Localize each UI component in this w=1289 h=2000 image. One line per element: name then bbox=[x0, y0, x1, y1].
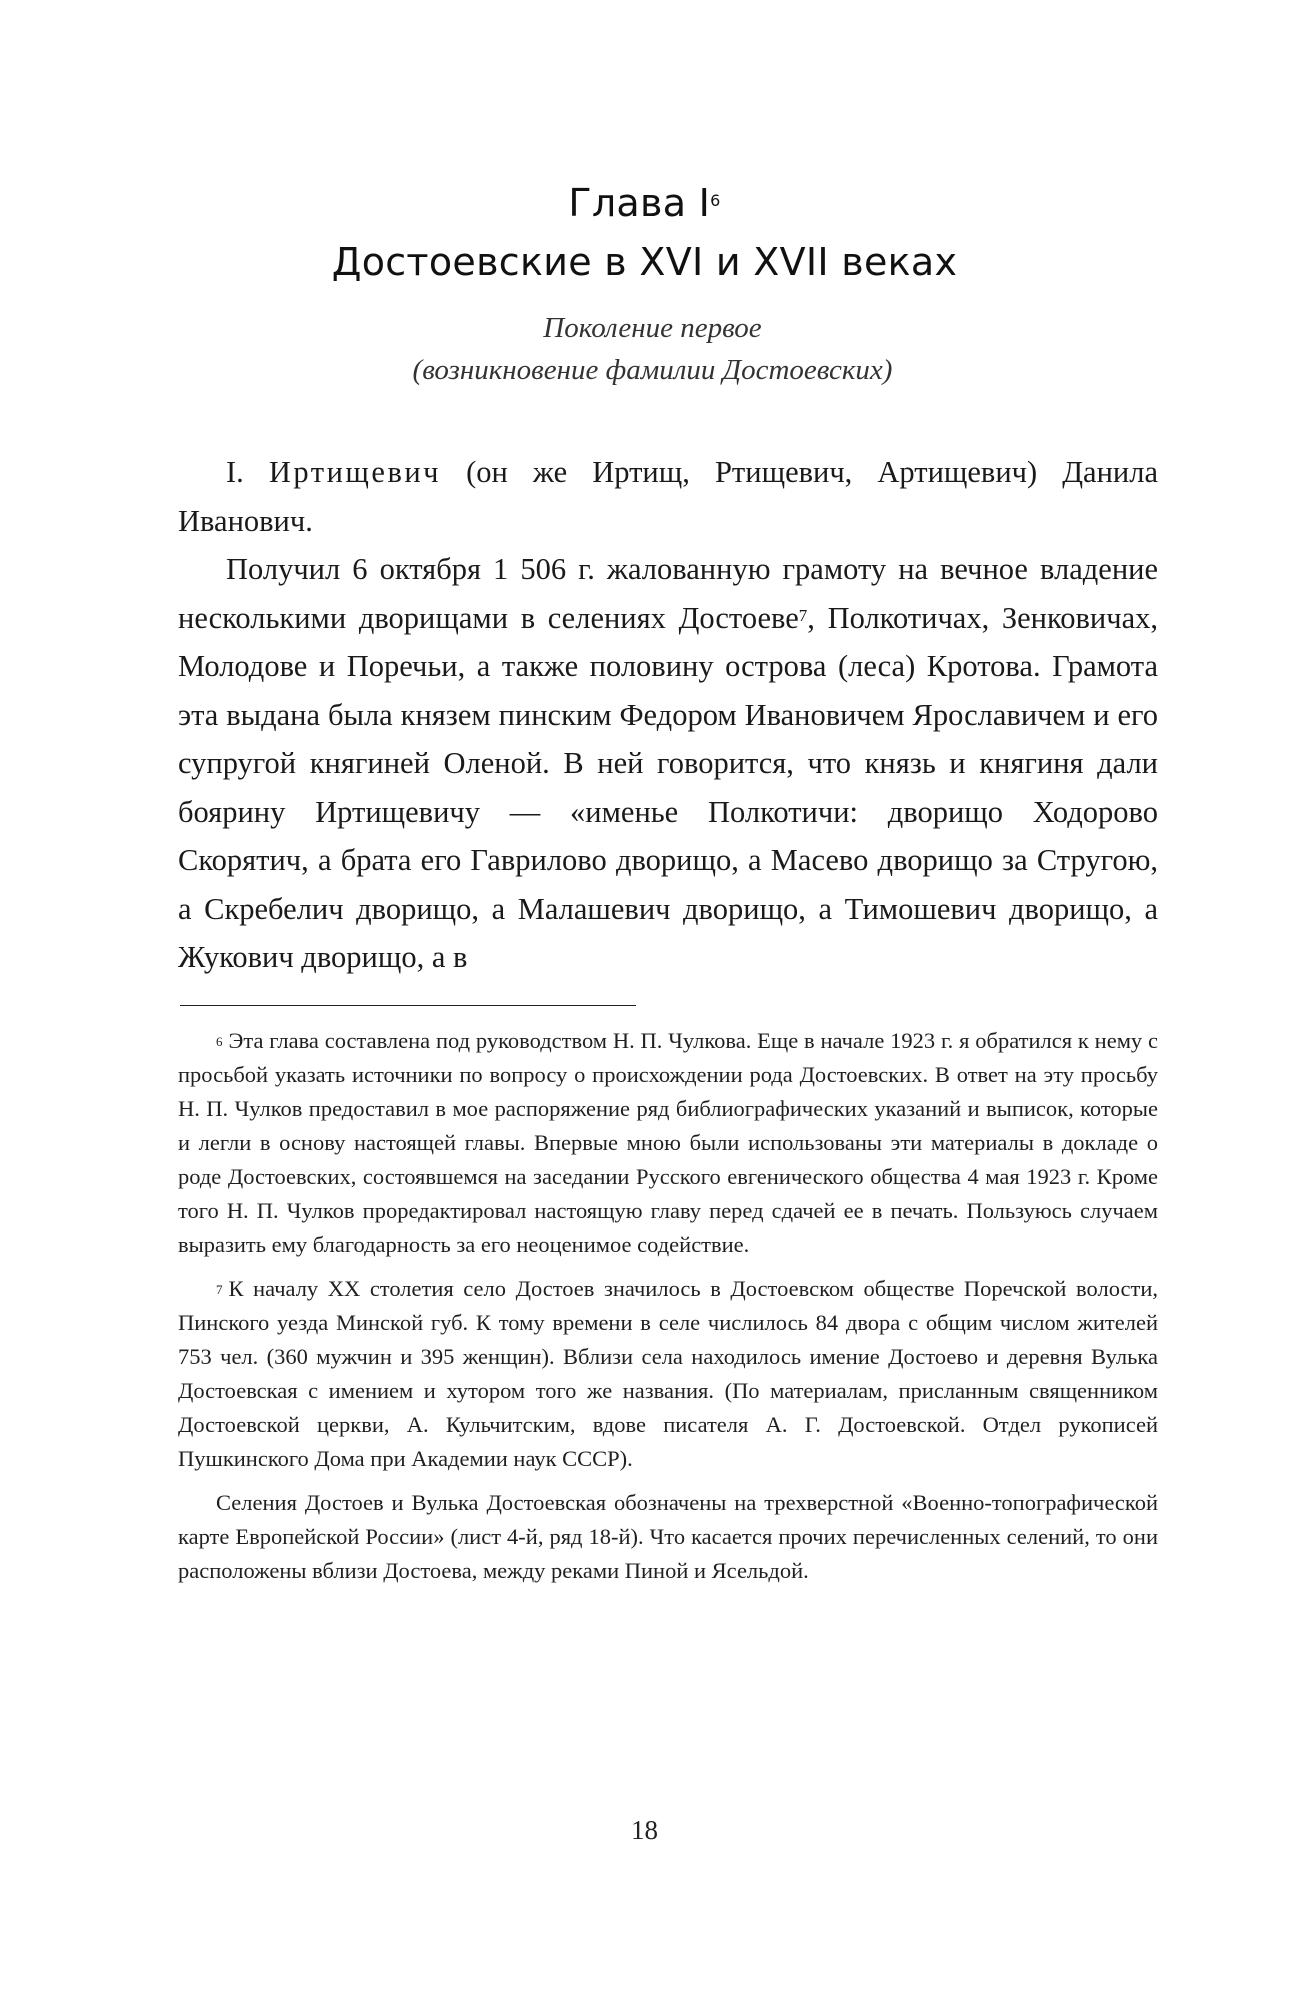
main-text bbox=[178, 448, 1158, 982]
chapter-subtitle: Достоевские в XVI и XVII веках bbox=[331, 240, 958, 284]
entry-paragraph bbox=[178, 448, 1158, 545]
entry-number: I. bbox=[226, 455, 244, 489]
entry-rest: (он же Иртищ, Ртищевич, Артищевич) Данила Иванович. bbox=[178, 455, 1158, 538]
generation-subtitle: (возникновение фамилии Достоевских) bbox=[412, 354, 893, 386]
page-number: 18 bbox=[631, 1815, 658, 1845]
chapter-title-text: Глава I bbox=[568, 181, 711, 225]
footnote-7 bbox=[178, 1272, 1158, 1476]
footnote-mark-7: 7 bbox=[798, 605, 808, 625]
body-text-b: , Полкотичах, Зенковичах, Молодове и Поречьи, а также половину острова (леса) Кротова. Грамота эта выдана была князем пинским Федором Ивановичем Ярославичем и его супругой княгиней Оленой. В ней говорится, что князь и княгиня дали боярину Иртищевичу — «именье Полкотичи: дворищо Ходорово Скорятич, а брата его Гаврилово дворищо, а Масево дворищо за Стругою, а Скребелич дворищо, а Малашевич дворищо, а Тимошевич дворищо, а Жукович дворищо, а в bbox=[178, 600, 1159, 974]
entry-name: Иртищевич bbox=[268, 455, 442, 489]
chapter-footnote-mark: 6 bbox=[710, 191, 721, 210]
chapter-title bbox=[0, 178, 1289, 228]
footnote-divider bbox=[180, 1005, 636, 1006]
footnote-7-mark: 7 bbox=[216, 1282, 223, 1297]
footnote-7-continuation: Селения Достоев и Вулька Достоевская обозначены на трехверстной «Военно-топографической карте Европейской России» (лист 4-й, ряд 18-й). Что касается прочих перечисленных селений, то они расположены вблизи Достоева, между реками Пиной и Ясельдой. bbox=[178, 1490, 1158, 1583]
body-paragraph bbox=[178, 545, 1158, 982]
footnote-6-text: Эта глава составлена под руководством Н. П. Чулкова. Еще в начале 1923 г. я обратился к нему с просьбой указать источники по вопросу о происхождении рода Достоевских. В ответ на эту просьбу Н. П. Чулков предоставил в мое распоряжение ряд библиографических указаний и выписок, которые и легли в основу настоящей главы. Впервые мною были использованы эти материалы в докладе о роде Достоевских, состоявшемся на заседании Русского евгенического общества 4 мая 1923 г. Кроме того Н. П. Чулков проредактировал настоящую главу перед сдачей ее в печать. Пользуюсь случаем выразить ему благодарность за его неоценимое содействие. bbox=[178, 1028, 1158, 1257]
footnote-6-mark: 6 bbox=[216, 1034, 223, 1049]
footnote-7-text: К началу XX столетия село Достоев значилось в Достоевском обществе Поречской волости, Пинского уезда Минской губ. К тому времени в селе числилось 84 двора с общим числом жителей 753 чел. (360 мужчин и 395 женщин). Вблизи села находилось имение Достоево и деревня Вулька Достоевская с имением и хутором того же названия. (По материалам, присланным священником Достоевской церкви, А. Кульчитским, вдове писателя А. Г. Достоевской. Отдел рукописей Пушкинского Дома при Академии наук СССР). bbox=[178, 1276, 1158, 1471]
footnotes bbox=[178, 1024, 1158, 1598]
generation-title: Поколение первое bbox=[543, 312, 762, 344]
footnote-6 bbox=[178, 1024, 1158, 1262]
body-text-a: Получил 6 октября 1 506 г. жалованную грамоту на вечное владение несколькими дворищами в селениях Достоеве bbox=[178, 552, 1158, 635]
